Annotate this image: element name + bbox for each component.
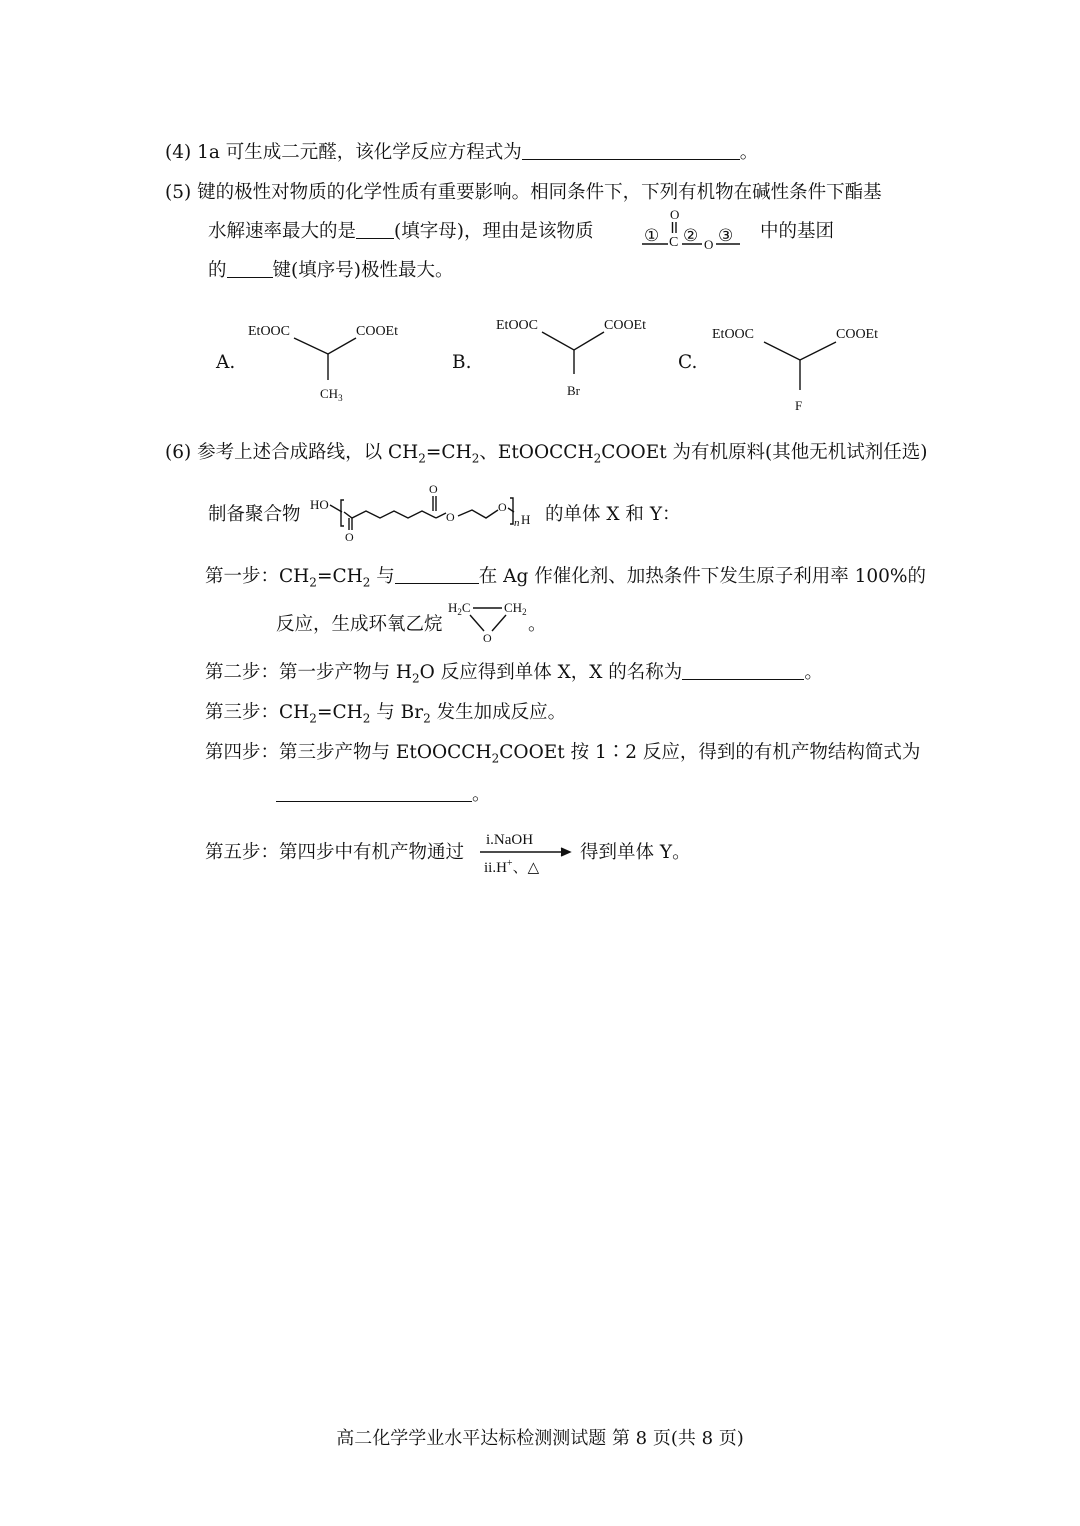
q5-letter-blank[interactable] xyxy=(356,220,394,239)
step-1-cont: 反应，生成环氧乙烷 xyxy=(276,614,443,635)
reaction-arrow xyxy=(476,826,580,880)
option-c-letter: C. xyxy=(678,352,698,373)
q4-number: (4) xyxy=(165,142,192,163)
svg-text:COOEt: COOEt xyxy=(836,327,878,342)
ester-bond-diagram xyxy=(638,204,750,250)
svg-text:H: H xyxy=(521,512,531,527)
polymer-structure xyxy=(308,478,540,544)
q6-number: (6) xyxy=(165,442,192,463)
svg-text:H2C: $H_2C$ xyxy=(448,600,471,617)
step-4: 第四步：第三步产物与 EtOOCCH$_2$COOEt 按 1∶2 反应，得到的有机产物结构简式为 xyxy=(205,742,921,766)
option-a-substituent: $CH_3$ xyxy=(320,386,343,403)
question-6-line1: (6) 参考上述合成路线，以 $CH_2=CH_2$、EtOOCCH$_2$COOEt 为有机原料(其他无机试剂任选) xyxy=(165,442,928,466)
step-2: 第二步：第一步产物与 $H_2O$ 反应得到单体 X，X 的名称为 。 xyxy=(205,662,823,686)
option-b-structure xyxy=(492,310,662,400)
ester-c: C xyxy=(669,235,679,250)
step1-reagent-blank[interactable] xyxy=(395,565,479,584)
question-5-line3: 的 键(填序号)极性最大。 xyxy=(208,260,454,281)
step2-name-blank[interactable] xyxy=(682,661,804,680)
ester-o: O xyxy=(704,237,714,250)
svg-text:O: O xyxy=(345,530,354,544)
option-b-letter: B. xyxy=(452,352,472,373)
svg-text:HO: HO xyxy=(310,497,329,512)
question-5-line2: 水解速率最大的是 (填字母)，理由是该物质 xyxy=(208,221,594,242)
option-c-structure xyxy=(710,318,900,416)
bond-label-3: ③ xyxy=(718,226,734,245)
question-4: (4) 1a 可生成二元醛，该化学反应方程式为 。 xyxy=(165,142,759,163)
epoxide-structure xyxy=(446,598,536,646)
question-6-line2-a: 制备聚合物 xyxy=(208,504,301,525)
svg-text:EtOOC: EtOOC xyxy=(496,318,538,333)
q5-bond-blank[interactable] xyxy=(227,259,273,278)
step-1: 第一步：$CH_2=CH_2$ 与 在 Ag 作催化剂、加热条件下发生原子利用率 100%的 xyxy=(205,566,927,590)
step-4-answer: 。 xyxy=(276,782,491,808)
q4-answer-blank[interactable] xyxy=(522,141,740,160)
svg-text:CH2: $CH_2$ xyxy=(504,600,527,617)
svg-text:ii.H+、△: ii.H+、△ xyxy=(484,858,540,876)
svg-text:COOEt: COOEt xyxy=(356,324,398,339)
option-b-substituent: Br xyxy=(567,383,580,398)
step-5-b: 得到单体 Y。 xyxy=(580,842,691,863)
exam-page: (4) 1a 可生成二元醛，该化学反应方程式为 。 (5) 键的极性对物质的化学性质有重要影响。相同条件下，下列有机物在碱性条件下酯基 水解速率最大的是 (填字母)，理由是该物质 O ① C ② O ③ 中的基团 的 键(填序号)极性最大。 A. EtOOC COOEt $CH_3$ B. EtOOC COOEt Br C. EtOOC COOEt F (6) 参考上述合成路线，以 $CH_2=CH_2$、EtOOCCH$_2$COOEt 为有机原料(其他无机试剂任选) 制备聚合物 HO O O O O n H 的单体 X 和 Y： 第一步：$CH_2=CH_2$ 与 在 Ag 作催化剂、加热条件下发生原子利用率 100%的 反应，生成环氧乙烷 $H_2C$ $CH_2$ O 。 第二步：第一步产物与 $H_2O$ 反应得到单体 X，X 的名称为 。 第三步：$CH_2=CH_2$ 与 $Br_2$ 发生加成反应。 第四步：第三步产物与 EtOOCCH$_2$COOEt 按 1∶2 反应，得到的有机产物结构简式为 。 第五步：第四步中有机产物通过 i.NaOH ii.H+、△ 得到单体 Y。 高二化学学业水平达标检测测试题 第 8 页(共 8 页) xyxy=(0,0,1080,1526)
page-footer: 高二化学学业水平达标检测测试题 第 8 页(共 8 页) xyxy=(336,1428,744,1449)
svg-text:COOEt: COOEt xyxy=(604,318,646,333)
question-5-line2-end: 中的基团 xyxy=(760,221,835,242)
bond-label-1: ① xyxy=(644,226,660,245)
bond-label-2: ② xyxy=(683,226,699,245)
svg-text:O: O xyxy=(446,510,455,524)
ester-o-top: O xyxy=(670,207,680,222)
question-5-line1: (5) 键的极性对物质的化学性质有重要影响。相同条件下，下列有机物在碱性条件下酯基 xyxy=(165,182,882,203)
svg-text:EtOOC: EtOOC xyxy=(248,324,290,339)
step-3: 第三步：$CH_2=CH_2$ 与 $Br_2$ 发生加成反应。 xyxy=(205,702,567,726)
question-6-line2-b: 的单体 X 和 Y： xyxy=(545,504,681,525)
option-a-letter: A. xyxy=(216,352,236,373)
option-c-substituent: F xyxy=(795,398,803,413)
svg-text:O: O xyxy=(498,500,507,514)
step-5-a: 第五步：第四步中有机产物通过 xyxy=(205,842,465,863)
option-a-structure xyxy=(248,316,418,406)
q5-number: (5) xyxy=(165,182,192,203)
svg-text:O: O xyxy=(483,631,492,645)
svg-text:n: n xyxy=(514,517,520,529)
step4-structure-blank[interactable] xyxy=(276,783,472,802)
q4-text: 1a 可生成二元醛，该化学反应方程式为 xyxy=(197,142,522,163)
svg-text:O: O xyxy=(429,482,438,496)
svg-text:i.NaOH: i.NaOH xyxy=(486,832,534,848)
svg-text:EtOOC: EtOOC xyxy=(712,327,754,342)
